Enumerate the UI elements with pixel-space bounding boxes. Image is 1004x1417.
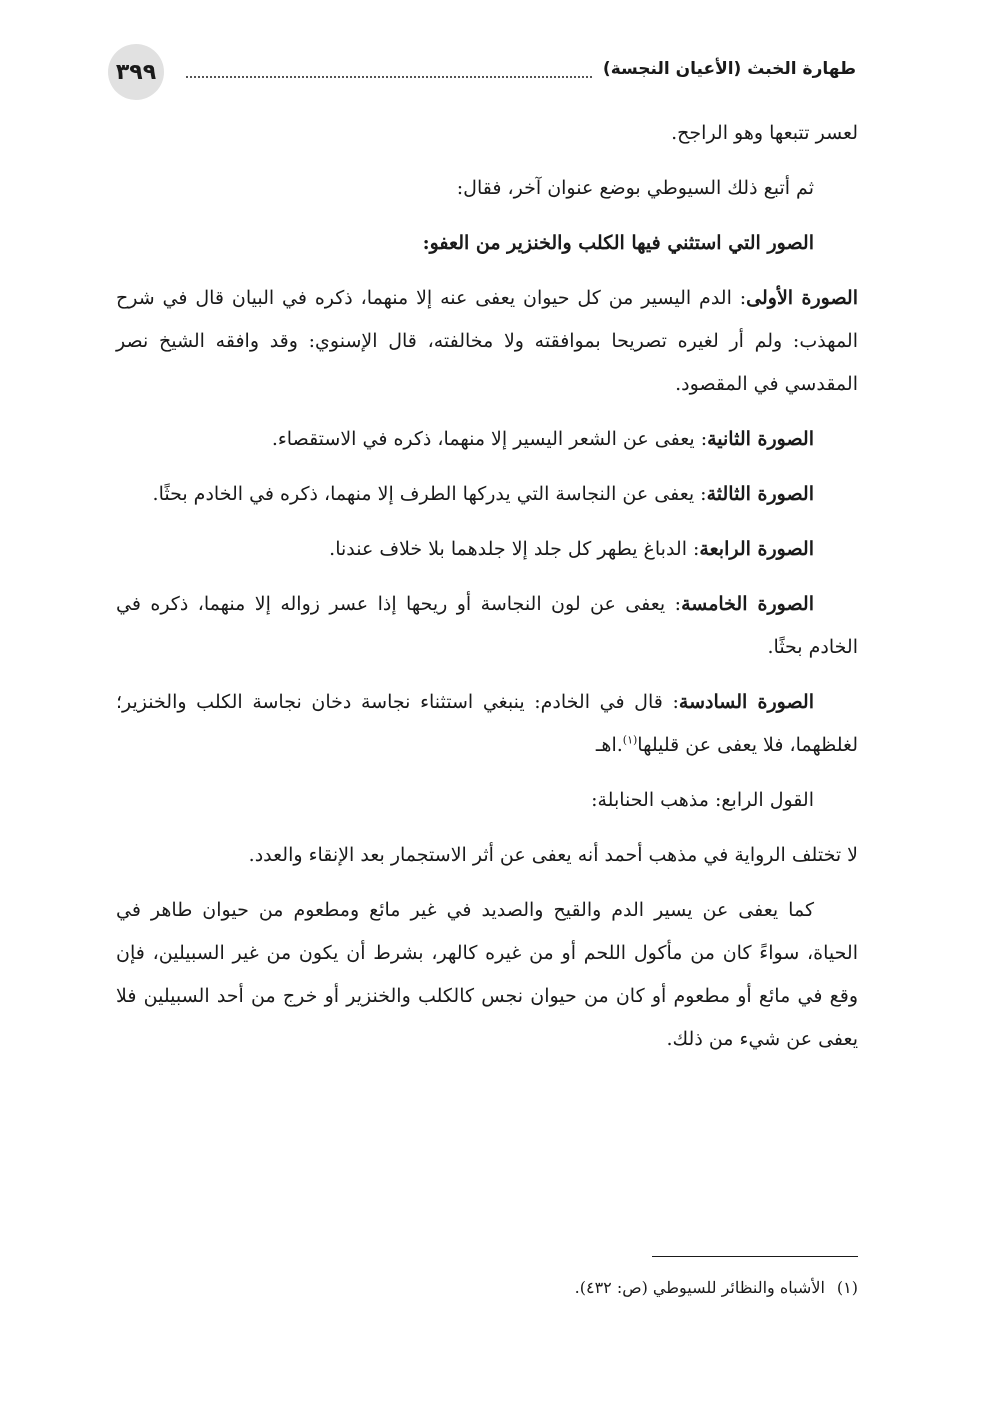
sixth-case-text: : قال في الخادم: ينبغي استثناء نجاسة دخان نجاسة الكلب والخنزير؛ لغلظهما، فلا يعفى عن قليلها (116, 691, 858, 756)
paragraph-fourth-case (116, 528, 858, 571)
running-title: طهارة الخبث (الأعيان النجسة) (602, 59, 856, 79)
paragraph-2: ثم أتبع ذلك السيوطي بوضع عنوان آخر، فقال: (456, 177, 814, 199)
paragraph-12: كما يعفى عن يسير الدم والقيح والصديد في غير مائع ومطعوم من حيوان طاهر في الحياة، سواءً كان من مأكول اللحم أو من غيره كالهر، بشرط أن يكون من غير السبيلين، فإن وقع في مائع أو مطعوم أو كان من حيوان نجس كالكلب والخنزير أو خرج من أحد السبيلين فلا يعفى عن شيء من ذلك. (116, 899, 858, 1050)
fourth-case-text: : الدباغ يطهر كل جلد إلا جلدهما بلا خلاف عندنا. (329, 538, 700, 560)
main-text (116, 112, 858, 1073)
page-header (108, 44, 856, 104)
fourth-case-label: الصورة الرابعة (699, 538, 814, 560)
paragraph-third-case (116, 473, 858, 516)
paragraph-1: لعسر تتبعها وهو الراجح. (671, 122, 858, 144)
running-title-container (593, 54, 856, 84)
paragraph-fourth-opinion: القول الرابع: مذهب الحنابلة: (591, 789, 814, 811)
fifth-case-text: : يعفى عن لون النجاسة أو ريحها إذا عسر زواله إلا منهما، ذكره في الخادم بحثًا. (116, 593, 858, 658)
paragraph-11: لا تختلف الرواية في مذهب أحمد أنه يعفى عن أثر الاستجمار بعد الإنقاء والعدد. (248, 844, 858, 866)
third-case-label: الصورة الثالثة (706, 483, 814, 505)
page-number-badge (108, 44, 164, 100)
footnote-number: (١) (836, 1278, 858, 1297)
fifth-case-label: الصورة الخامسة (681, 593, 815, 615)
footnote (138, 1270, 858, 1306)
paragraph-second-case (116, 418, 858, 461)
page-number: ٣٩٩ (115, 59, 157, 85)
second-case-label: الصورة الثانية (707, 428, 814, 450)
first-case-text: : الدم اليسير من كل حيوان يعفى عنه إلا منهما، ذكره في البيان قال في شرح المهذب: ولم أر لغيره تصريحا بموافقته ولا مخالفته، قال الإسنوي: وقد وافقه الشيخ نصر المقدسي في المقصود. (116, 287, 858, 395)
paragraph-fifth-case (116, 583, 858, 669)
paragraph-sixth-case (116, 681, 858, 767)
sixth-case-end: .اهـ (595, 734, 623, 756)
footnote-text: الأشباه والنظائر للسيوطي (ص: ٤٣٢). (574, 1278, 825, 1297)
footnote-separator (652, 1256, 858, 1257)
sixth-case-label: الصورة السادسة (678, 691, 814, 713)
section-heading: الصور التي استثني فيها الكلب والخنزير من العفو: (422, 232, 814, 254)
footnote-reference[interactable]: (١) (622, 733, 638, 747)
second-case-text: : يعفى عن الشعر اليسير إلا منهما، ذكره في الاستقصاء. (271, 428, 708, 450)
third-case-text: : يعفى عن النجاسة التي يدركها الطرف إلا منهما، ذكره في الخادم بحثًا. (152, 483, 707, 505)
first-case-label: الصورة الأولى (746, 287, 858, 309)
paragraph-first-case (116, 277, 858, 406)
